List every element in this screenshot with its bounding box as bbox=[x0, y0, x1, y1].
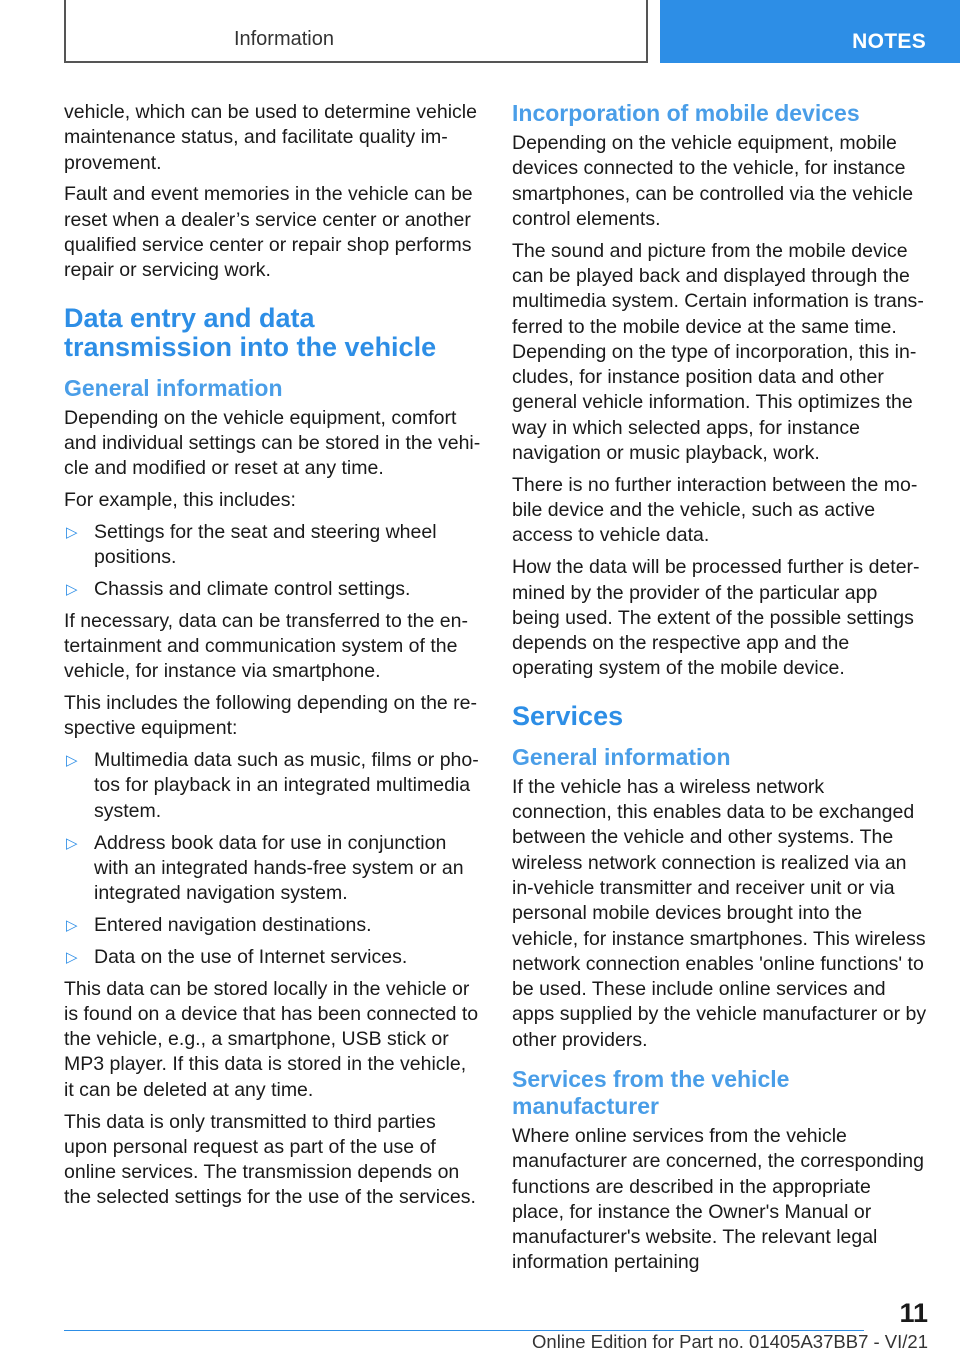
list-item: ▷ Chassis and climate control settings. bbox=[64, 577, 481, 602]
list-item: ▷ Data on the use of Internet services. bbox=[64, 945, 481, 970]
header-section-title: Information bbox=[233, 28, 334, 50]
triangle-bullet-icon: ▷ bbox=[66, 580, 78, 598]
paragraph: If the vehicle has a wireless network connection, this enables data to be exchanged between the vehicle and other systems. The wireless network connection is realized via an in-vehicle transmitter and receiver unit or via personal mobile devices brought into the vehicle, for instance smartphones. This wireless network connection enables 'online functions' to be used. These include online services and apps supplied by the vehicle manufacturer or by other providers. bbox=[512, 775, 927, 1051]
subsection-heading: General information bbox=[64, 374, 283, 401]
right-column bbox=[512, 100, 928, 1282]
page-number: 11 bbox=[899, 1298, 928, 1328]
footer-edition: Online Edition for Part no. 01405A37BB7 - VI/21 bbox=[532, 1331, 928, 1352]
list-item: ▷ Address book data for use in conjunction with an integrated hands-free system or an integrated navigation system. bbox=[66, 831, 464, 905]
triangle-bullet-icon: ▷ bbox=[66, 752, 78, 770]
list-item: ▷ Entered navigation destinations. bbox=[64, 913, 481, 938]
subsection-heading: Incorporation of mobile devices bbox=[512, 100, 860, 126]
section-heading: Services bbox=[512, 700, 624, 731]
paragraph: Fault and event memories in the vehicle can be reset when a dealer’s service center or another qualified service center or repair shop performs repair or servicing work. bbox=[64, 183, 473, 282]
paragraph: There is no further interaction between the mobile device and the vehicle, such as active access to vehicle data. bbox=[512, 473, 918, 547]
paragraph: How the data will be processed further is determined by the provider of the particular app being used. The extent of the possible settings depends on the respective app and the operating system of the mobile device. bbox=[512, 556, 920, 680]
triangle-bullet-icon: ▷ bbox=[66, 523, 78, 541]
list-item: ▷ Multimedia data such as music, films or photos for playback in an integrated multimedia system. bbox=[66, 749, 479, 822]
bullet-list bbox=[64, 520, 481, 602]
paragraph: If necessary, data can be transferred to the entertainment and communication system of the vehicle, for instance via smartphone. bbox=[64, 609, 468, 683]
paragraph: vehicle, which can be used to determine vehicle maintenance status, and facilitate quality improvement. bbox=[64, 101, 477, 174]
header-tab-notes: NOTES bbox=[660, 0, 960, 63]
triangle-bullet-icon: ▷ bbox=[66, 916, 78, 934]
left-column bbox=[64, 100, 481, 1217]
list-item: ▷ Settings for the seat and steering wheel positions. bbox=[66, 520, 437, 569]
paragraph: For example, this includes: bbox=[64, 488, 296, 511]
paragraph: Depending on the vehicle equipment, mobile devices connected to the vehicle, for instance smartphones, can be controlled via the vehicle control elements. bbox=[512, 132, 914, 230]
section-heading: Data entry and data transmission into the vehicle bbox=[64, 302, 437, 362]
paragraph: This data is only transmitted to third parties upon personal request as part of the use of online services. The transmission depends on the selected settings for the use of the services. bbox=[64, 1110, 476, 1209]
triangle-bullet-icon: ▷ bbox=[66, 834, 78, 852]
subsection-heading: General information bbox=[512, 743, 731, 770]
paragraph: Where online services from the vehicle manufacturer are concerned, the corresponding functions are described in the appropriate place, for instance the Owner's Manual or manufacturer's website. The relevant legal information pertaining bbox=[512, 1125, 924, 1274]
paragraph: Depending on the vehicle equipment, comfort and individual settings can be stored in the vehicle and modified or reset at any time. bbox=[64, 406, 481, 480]
paragraph: The sound and picture from the mobile device can be played back and displayed through the multimedia system. Certain information is transferred to the mobile device at the same time. Depending on the type of incorporation, this includes, for instance position data and other general vehicle information. This optimizes the way in which selected apps, for instance navigation or music playback, work. bbox=[512, 239, 924, 465]
header-frame bbox=[64, 0, 648, 63]
bullet-list bbox=[64, 748, 481, 970]
paragraph: This includes the following depending on the respective equipment: bbox=[64, 692, 478, 740]
paragraph: This data can be stored locally in the vehicle or is found on a device that has been connected to the vehicle, e.g., a smartphone, USB stick or MP3 player. If this data is stored in the vehicle, it can be deleted at any time. bbox=[64, 977, 479, 1101]
triangle-bullet-icon: ▷ bbox=[66, 948, 78, 966]
subsection-heading: Services from the vehicle manufacturer bbox=[512, 1066, 790, 1119]
